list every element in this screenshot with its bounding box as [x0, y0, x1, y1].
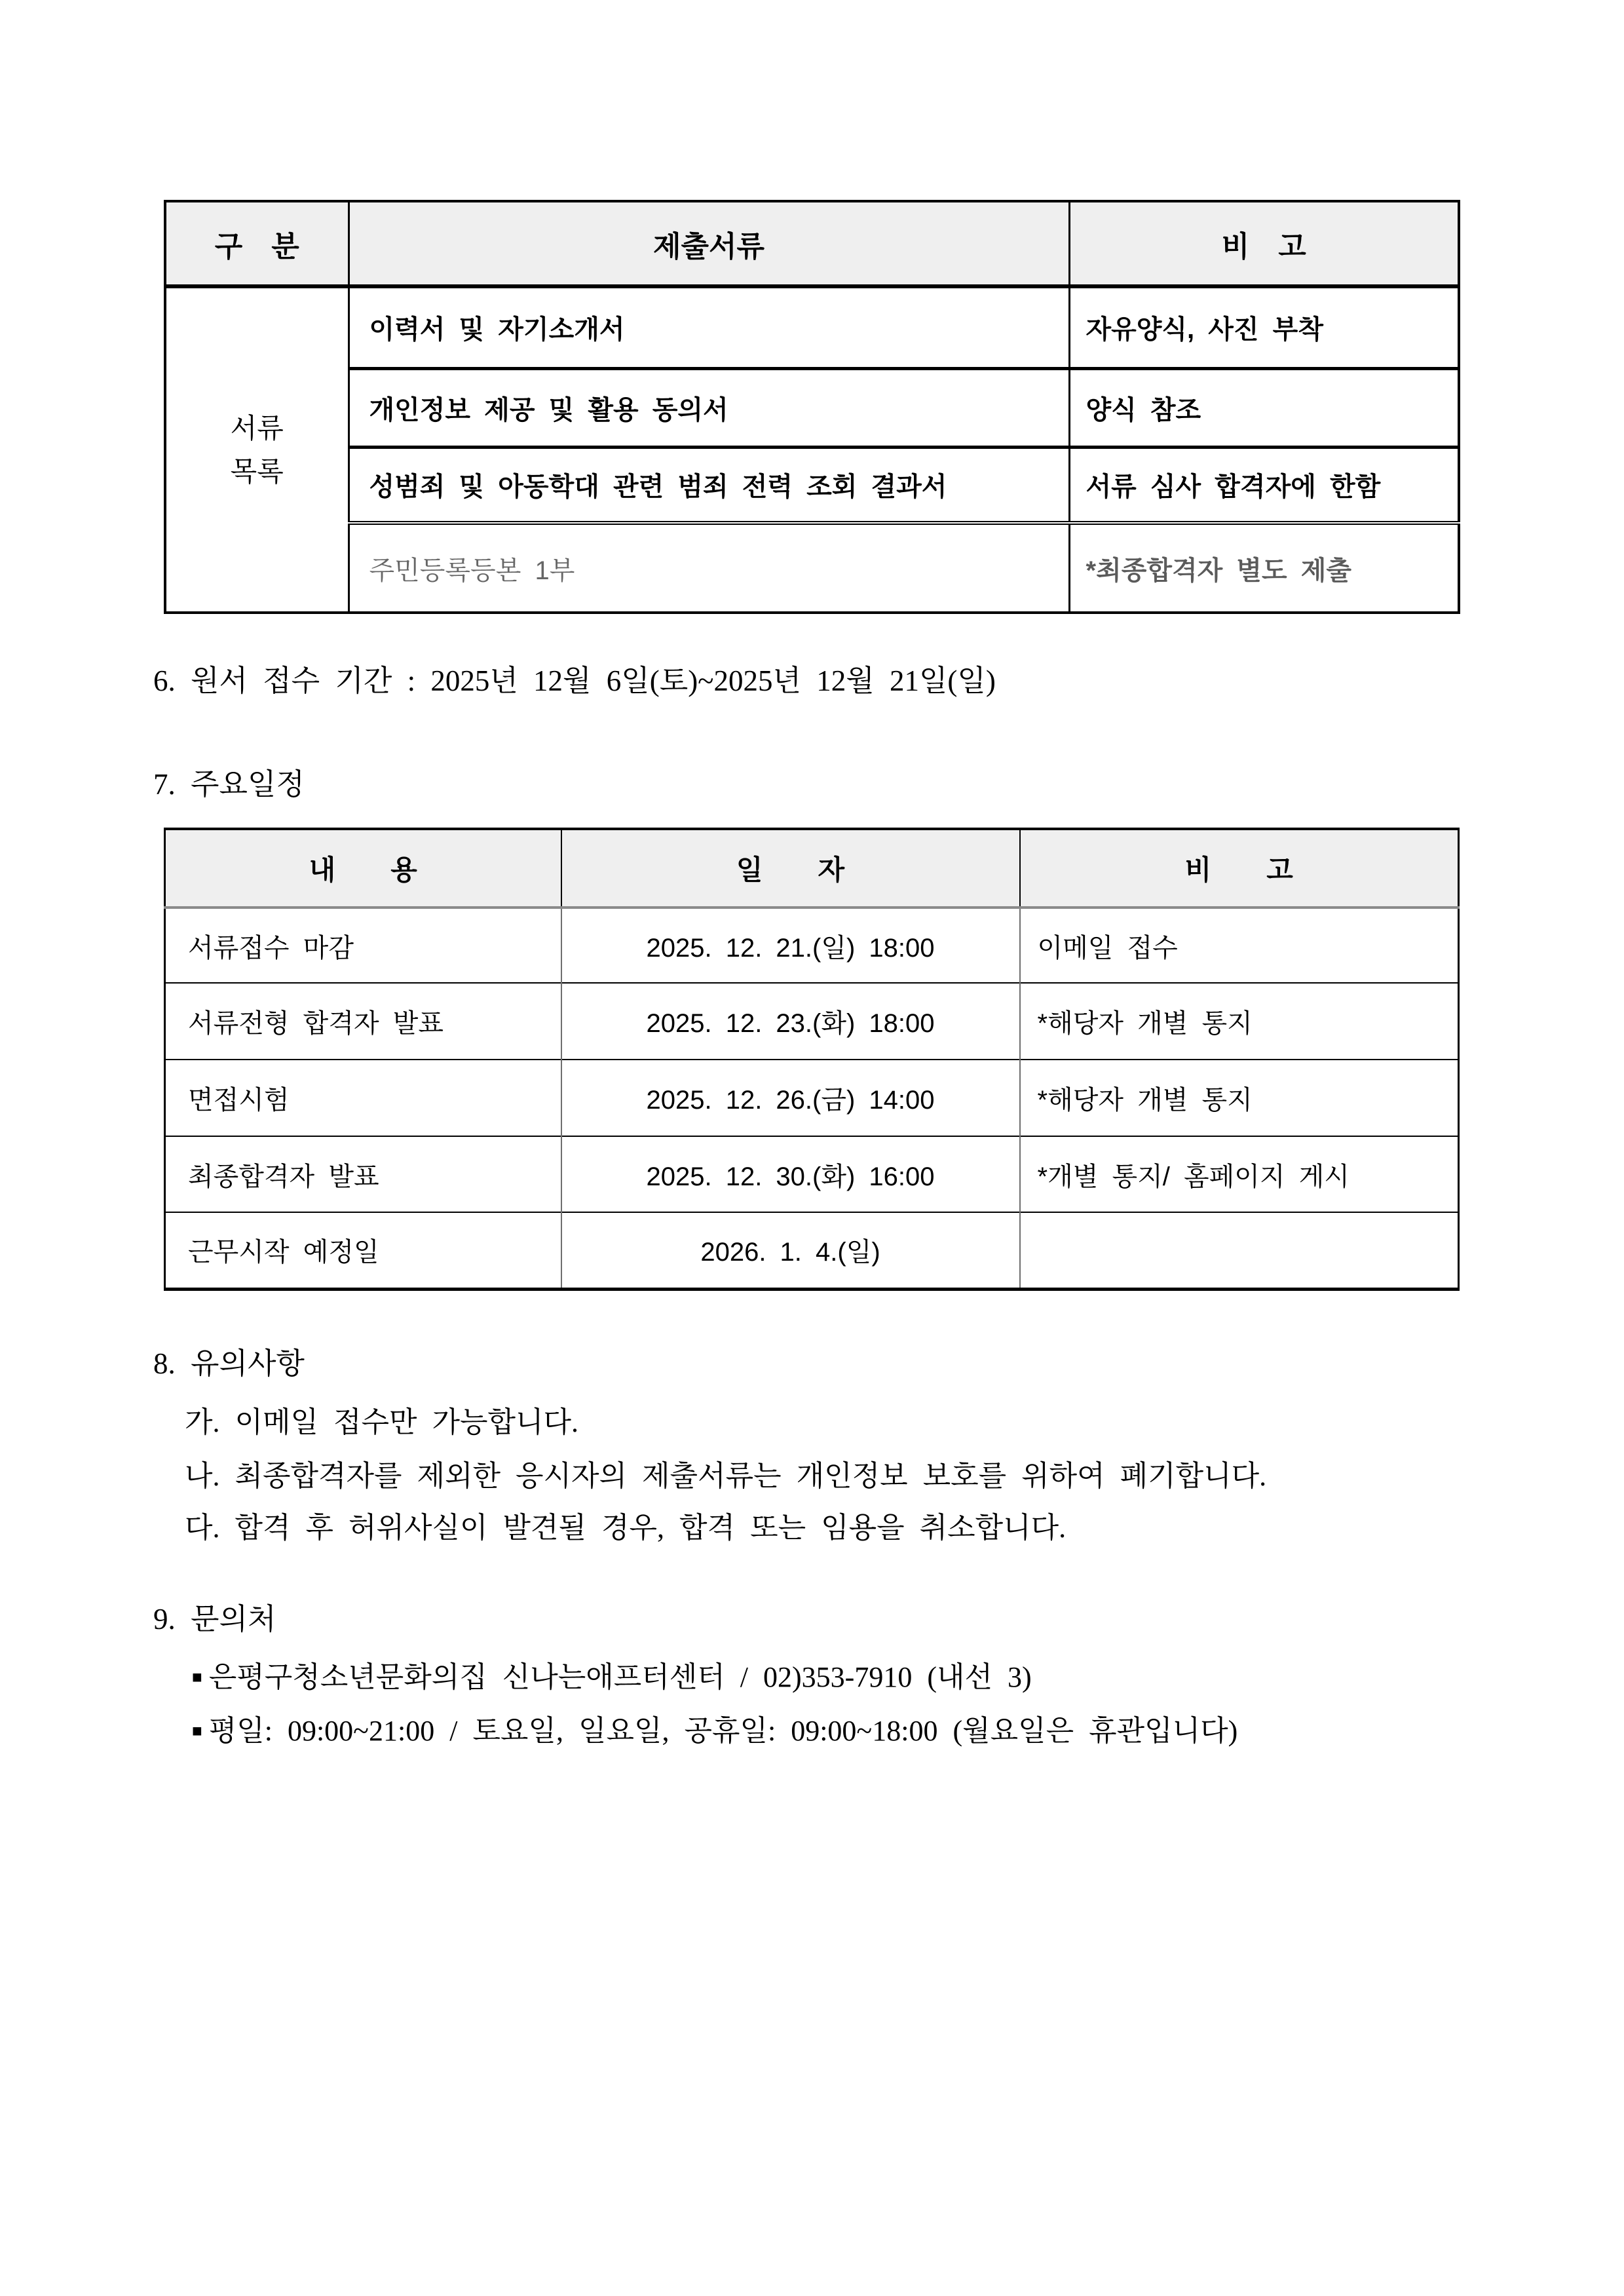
cell-content: 근무시작 예정일 — [165, 1212, 561, 1289]
header-cell-note: 비 고 — [1069, 201, 1459, 286]
cell-document: 개인정보 제공 및 활용 동의서 — [349, 368, 1069, 447]
cell-date: 2025. 12. 26.(금) 14:00 — [561, 1060, 1020, 1136]
schedule-table — [164, 828, 1460, 1291]
cell-content: 면접시험 — [165, 1060, 561, 1136]
cell-date: 2025. 12. 21.(일) 18:00 — [561, 908, 1020, 983]
cell-note — [1020, 1212, 1459, 1289]
table-row — [165, 908, 1459, 983]
hours-info-text: 평일: 09:00~21:00 / 토요일, 일요일, 공휴일: 09:00~18:00 (월요일은 휴관입니다) — [208, 1715, 1238, 1747]
cell-date: 2026. 1. 4.(일) — [561, 1212, 1020, 1289]
header-cell-category: 구 분 — [165, 201, 349, 286]
square-bullet-icon: ■ — [192, 1668, 202, 1687]
cell-note: 양식 참조 — [1069, 368, 1459, 447]
section9-item — [192, 1658, 1032, 1696]
cell-content: 서류접수 마감 — [165, 908, 561, 983]
schedule-table-header-row — [165, 829, 1459, 908]
section8-item: 다. 합격 후 허위사실이 발견될 경우, 합격 또는 임용을 취소합니다. — [185, 1512, 1067, 1544]
cell-note: *해당자 개별 통지 — [1020, 983, 1459, 1060]
table-row — [165, 1136, 1459, 1212]
header-cell-content: 내 용 — [165, 829, 561, 908]
section9-item — [192, 1712, 1237, 1750]
cell-content: 서류전형 합격자 발표 — [165, 983, 561, 1060]
section8-item: 나. 최종합격자를 제외한 응시자의 제출서류는 개인정보 보호를 위하여 폐기합니다. — [185, 1460, 1267, 1492]
section7-heading: 7. 주요일정 — [153, 768, 305, 801]
cell-note: *최종합격자 별도 제출 — [1069, 523, 1459, 613]
cell-note: 이메일 접수 — [1020, 908, 1459, 983]
cell-note: 자유양식, 사진 부착 — [1069, 286, 1459, 368]
cell-document: 이력서 및 자기소개서 — [349, 286, 1069, 368]
contact-info-text: 은평구청소년문화의집 신나는애프터센터 / 02)353-7910 (내선 3) — [208, 1661, 1032, 1693]
square-bullet-icon: ■ — [192, 1721, 202, 1740]
table-row — [165, 368, 1459, 447]
section8-item: 가. 이메일 접수만 가능합니다. — [185, 1406, 579, 1438]
header-cell-date: 일 자 — [561, 829, 1020, 908]
cell-date: 2025. 12. 23.(화) 18:00 — [561, 983, 1020, 1060]
header-cell-documents: 제출서류 — [349, 201, 1069, 286]
documents-table-header-row — [165, 201, 1459, 286]
row-group-label-line2: 목록 — [230, 455, 284, 487]
row-group-label — [165, 286, 349, 613]
table-row — [165, 447, 1459, 523]
section8-heading: 8. 유의사항 — [153, 1347, 305, 1380]
table-row — [165, 286, 1459, 368]
section6-heading: 6. 원서 접수 기간 : 2025년 12월 6일(토)~2025년 12월 21일(일) — [153, 664, 996, 697]
table-row — [165, 1060, 1459, 1136]
row-group-label-line1: 서류 — [230, 412, 284, 444]
header-cell-note: 비 고 — [1020, 829, 1459, 908]
table-row — [165, 523, 1459, 613]
table-row — [165, 1212, 1459, 1289]
table-row — [165, 983, 1459, 1060]
cell-document: 주민등록등본 1부 — [349, 523, 1069, 613]
cell-content: 최종합격자 발표 — [165, 1136, 561, 1212]
cell-note: *개별 통지/ 홈페이지 게시 — [1020, 1136, 1459, 1212]
cell-document: 성범죄 및 아동학대 관련 범죄 전력 조회 결과서 — [349, 447, 1069, 523]
cell-date: 2025. 12. 30.(화) 16:00 — [561, 1136, 1020, 1212]
documents-table — [164, 200, 1460, 614]
section9-heading: 9. 문의처 — [153, 1603, 276, 1636]
cell-note: *해당자 개별 통지 — [1020, 1060, 1459, 1136]
cell-note: 서류 심사 합격자에 한함 — [1069, 447, 1459, 523]
